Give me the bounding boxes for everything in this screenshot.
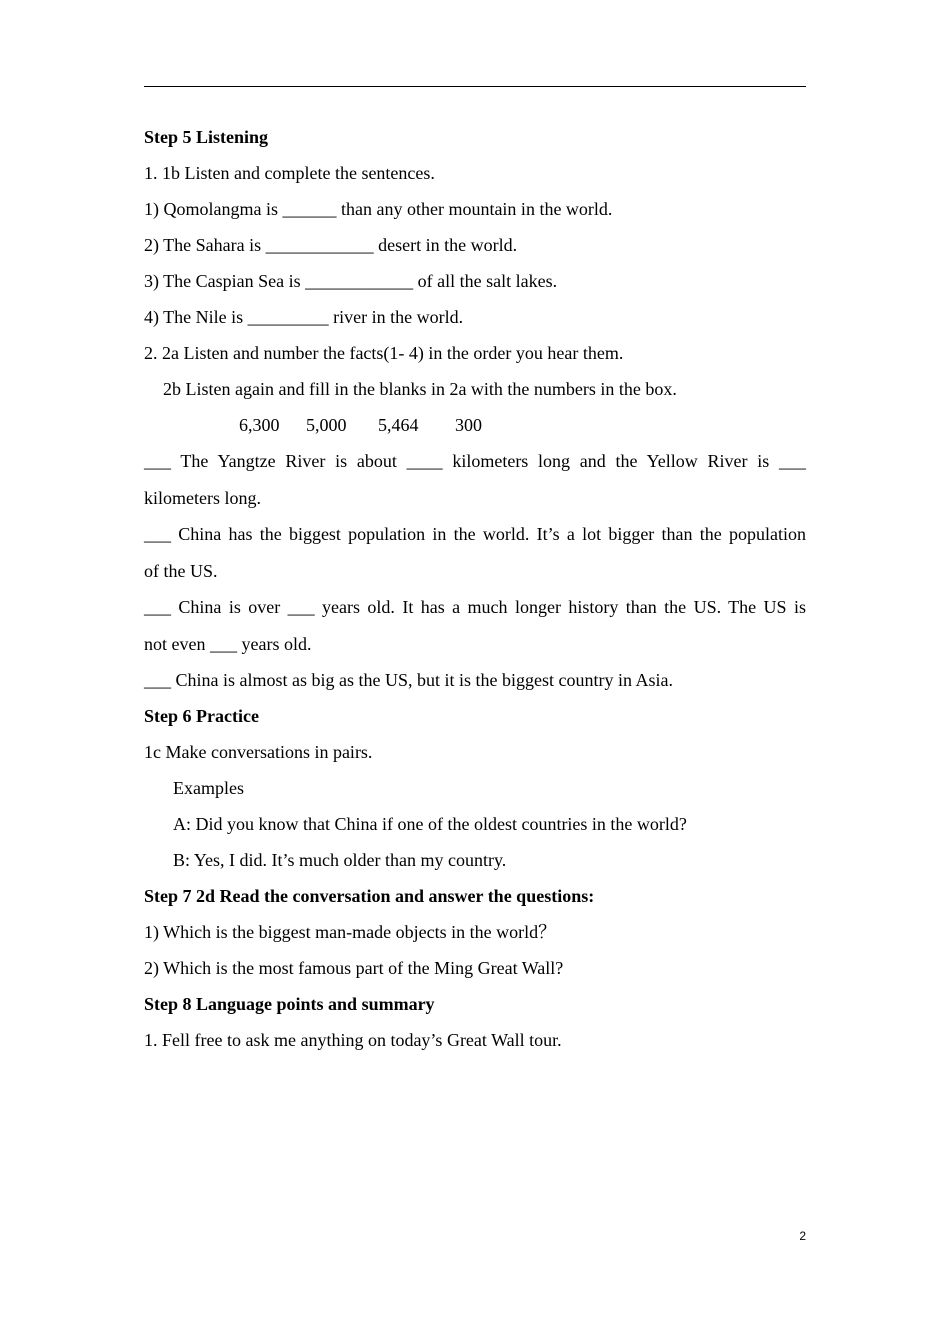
box-number: 5,000 <box>306 415 347 435</box>
step6-heading: Step 6 Practice <box>144 706 259 726</box>
document-body <box>144 122 806 1061</box>
example-line-a: A: Did you know that China if one of the oldest countries in the world? <box>173 814 687 834</box>
step5-item-3: 3) The Caspian Sea is ____________ of all the salt lakes. <box>144 271 558 291</box>
box-number: 300 <box>455 415 482 435</box>
header-rule <box>144 86 806 87</box>
number-box <box>144 410 806 446</box>
step7-question-2: 2) Which is the most famous part of the Ming Great Wall? <box>144 958 564 978</box>
example-line-b: B: Yes, I did. It’s much older than my country. <box>173 850 507 870</box>
step8-point-1: 1. Fell free to ask me anything on today’s Great Wall tour. <box>144 1030 562 1050</box>
step5-item-2: 2) The Sahara is ____________ desert in the world. <box>144 235 518 255</box>
box-number: 6,300 <box>239 415 280 435</box>
step5-item-1: 1) Qomolangma is ______ than any other mountain in the world. <box>144 199 613 219</box>
step8-heading: Step 8 Language points and summary <box>144 994 435 1014</box>
step5-task1: 1. 1b Listen and complete the sentences. <box>144 163 435 183</box>
step5-task2a: 2. 2a Listen and number the facts(1- 4) in the order you hear them. <box>144 343 624 363</box>
step5-item-4: 4) The Nile is _________ river in the world. <box>144 307 464 327</box>
fact-3-line1: ___ China is over ___ years old. It has a much longer history than the US. The US is <box>144 597 806 617</box>
fact-3-line2: not even ___ years old. <box>144 634 312 654</box>
examples-label: Examples <box>173 778 244 798</box>
step7-heading: Step 7 2d Read the conversation and answer the questions: <box>144 886 595 906</box>
step7-question-1: 1) Which is the biggest man-made objects in the world？ <box>144 922 557 942</box>
fact-2-line2: of the US. <box>144 561 218 581</box>
step6-task: 1c Make conversations in pairs. <box>144 742 373 762</box>
fact-1-line2: kilometers long. <box>144 488 261 508</box>
box-number: 5,464 <box>378 415 419 435</box>
fact-2-line1: ___ China has the biggest population in the world. It’s a lot bigger than the population <box>144 524 806 544</box>
fact-4-line1: ___ China is almost as big as the US, but it is the biggest country in Asia. <box>144 670 673 690</box>
page-number: 2 <box>799 1229 806 1243</box>
step5-task2b: 2b Listen again and fill in the blanks in 2a with the numbers in the box. <box>163 379 677 399</box>
step5-heading: Step 5 Listening <box>144 127 269 147</box>
fact-1-line1: ___ The Yangtze River is about ____ kilometers long and the Yellow River is ___ <box>144 451 806 471</box>
